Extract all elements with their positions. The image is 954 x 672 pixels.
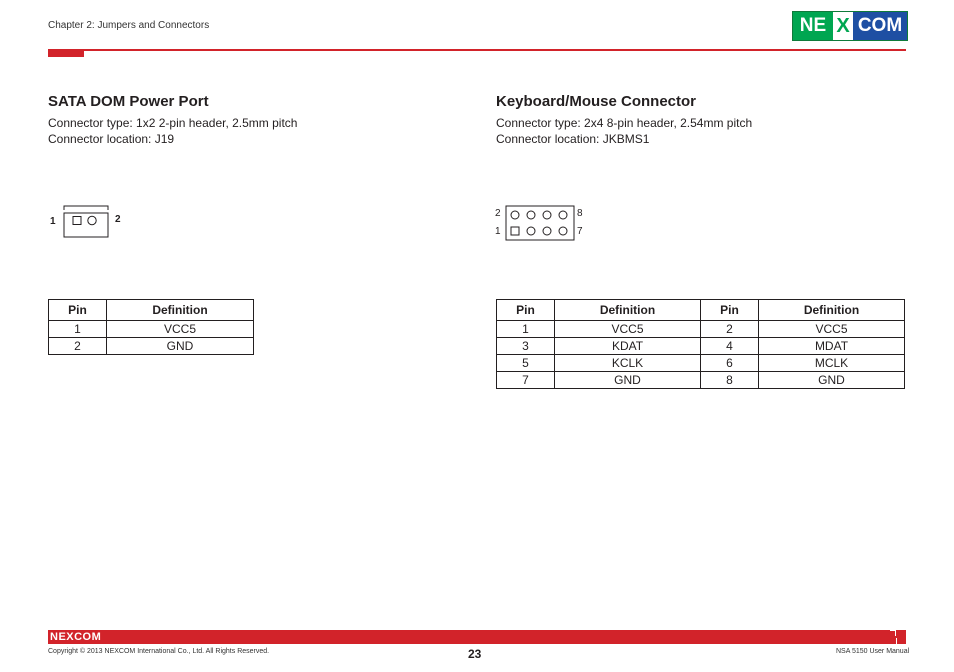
kbms-connector-diagram [505,205,575,241]
table-row [497,372,905,389]
sata-connector-type: Connector type: 1x2 2-pin header, 2.5mm pitch [48,116,298,130]
table-cell: GND [555,372,701,389]
footer-deco-square [890,631,895,636]
table-header: Definition [555,300,701,321]
table-header: Pin [497,300,555,321]
sata-pin-label-1: 1 [50,216,56,227]
table-cell: KCLK [555,355,701,372]
logo-com: COM [853,12,907,40]
table-cell: MDAT [759,338,905,355]
table-cell: VCC5 [759,321,905,338]
sata-description [48,115,297,147]
table-header: Pin [701,300,759,321]
footer-copyright: Copyright © 2013 NEXCOM International Co., Ltd. All Rights Reserved. [48,648,270,655]
footer-logo: NEXCOM [50,631,102,643]
sata-pin-label-2: 2 [115,214,121,225]
sata-section-title [48,93,209,110]
table-row [49,321,254,338]
nexcom-logo [792,11,908,41]
sata-title: SATA DOM Power Port [48,93,209,110]
table-row [497,338,905,355]
table-cell: 2 [49,338,107,355]
chapter-title: Chapter 2: Jumpers and Connectors [48,20,210,31]
table-cell: GND [107,338,254,355]
logo-ne: NE [793,12,833,40]
sata-connector-location: Connector location: J19 [48,132,175,146]
table-cell: 6 [701,355,759,372]
table-cell: 5 [497,355,555,372]
kbms-connector-location: Connector location: JKBMS1 [496,132,650,146]
table-row [497,355,905,372]
table-row [49,338,254,355]
table-row [497,321,905,338]
table-header: Definition [107,300,254,321]
table-cell: GND [759,372,905,389]
table-header-row [497,300,905,321]
footer-bar [48,630,906,644]
logo-x: X [833,12,853,40]
table-header: Definition [759,300,905,321]
sata-pin-2-circle [88,216,96,224]
table-cell: VCC5 [107,321,254,338]
kbms-title: Keyboard/Mouse Connector [496,93,697,110]
kbms-section-title [496,93,696,110]
table-cell: 1 [49,321,107,338]
page-number: 23 [468,647,482,661]
kbms-pin-label-2: 2 [495,208,501,219]
table-cell: 7 [497,372,555,389]
kbms-pin-label-7: 7 [577,226,583,237]
sata-pin-1-square [73,217,81,225]
manual-title: NSA 5150 User Manual [836,648,910,655]
table-cell: KDAT [555,338,701,355]
sata-connector-diagram [60,204,112,240]
table-cell: 1 [497,321,555,338]
kbms-pin-table [496,299,905,389]
sata-pin-table [48,299,254,355]
table-header: Pin [49,300,107,321]
table-cell: 8 [701,372,759,389]
kbms-connector-type: Connector type: 2x4 8-pin header, 2.54mm pitch [496,116,753,130]
kbms-pin-label-8: 8 [577,208,583,219]
kbms-description [496,115,752,147]
header-tab [48,49,84,57]
header-divider [48,49,906,51]
table-header-row [49,300,254,321]
table-cell: MCLK [759,355,905,372]
footer-deco-square [890,638,896,644]
table-cell: 2 [701,321,759,338]
footer-deco-square [898,638,906,644]
table-cell: 4 [701,338,759,355]
table-cell: VCC5 [555,321,701,338]
table-cell: 3 [497,338,555,355]
kbms-pin-label-1: 1 [495,226,501,237]
